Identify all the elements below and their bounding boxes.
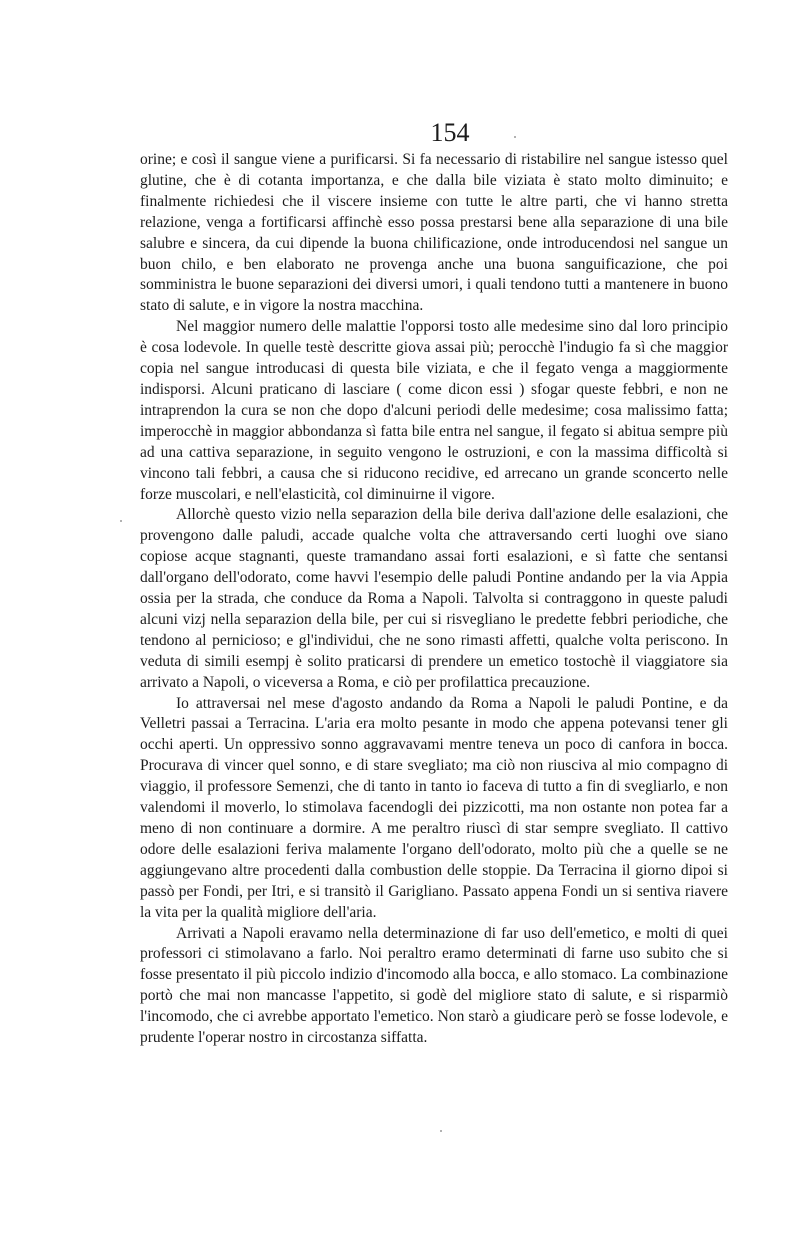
- paragraph-continuation: orine; e così il sangue viene a purificarsi. Si fa necessario di ristabilire nel sangue istesso quel glutine, che è di cotanta importanza, e che dalla bile viziata è stato molto diminuito; e finalmente richiedesi che il viscere insieme con tutte le altre parti, che vi hanno stretta relazione, venga a fortificarsi affinchè esso possa prestarsi bene alla separazione di una bile salubre e sincera, da cui dipende la buona chilificazione, onde introducendosi nel sangue un buon chilo, e ben elaborato ne provenga anche una buona sanguificazione, che poi somministra le buone separazioni dei diversi umori, i quali tendono tutti a mantenere in buono stato di salute, e in vigore la nostra macchina.: [140, 151, 728, 315]
- paper-speck: [120, 520, 122, 522]
- text-body: [140, 150, 728, 1049]
- paragraph: Io attraversai nel mese d'agosto andando da Roma a Napoli le paludi Pontine, e da Velletri passai a Terracina. L'aria era molto pesante in modo che appena potevansi tener gli occhi aperti. Un oppressivo sonno aggravavami mentre teneva un poco di canfora in bocca. Procurava di vincer quel sonno, e di stare svegliato; ma ciò non riusciva al mio compagno di viaggio, il professore Semenzi, che di tanto in tanto io faceva di tutto a fin di svegliarlo, e non valendomi il moverlo, lo stimolava facendogli dei pizzicotti, ma non ostante non potea far a meno di non continuare a dormire. A me peraltro riuscì di star sempre svegliato. Il cattivo odore delle esalazioni feriva malamente l'organo dell'odorato, molto più che a quelle se ne aggiungevano altre procedenti dalla combustion delle stoppie. Da Terracina il giorno dipoi si passò per Fondi, per Itri, e si transitò il Garigliano. Passato appena Fondi un si sentiva riavere la vita per la qualità migliore dell'aria.: [140, 694, 728, 921]
- paper-speck: [440, 1130, 442, 1132]
- paper-speck: [514, 136, 516, 138]
- page-number: 154: [430, 118, 470, 147]
- paragraph: Allorchè questo vizio nella separazion della bile deriva dall'azione delle esalazioni, che provengono dalle paludi, accade qualche volta che attraversando certi luoghi ove siano copiose acque stagnanti, queste tramandano assai forti esalazioni, e sì fatte che sentansi dall'organo dell'odorato, come havvi l'esempio delle paludi Pontine andando per la via Appia ossia per la strada, che conduce da Roma a Napoli. Talvolta si contraggono in queste paludi alcuni vizj nella separazion della bile, per cui si risvegliano le predette febbri periodiche, che tendono al pernicioso; e gl'individui, che ne sono rimasti affetti, qualche volta periscono. In veduta di simili esempj è solito praticarsi di prendere un emetico tostochè il viaggiatore sia arrivato a Napoli, o viceversa a Roma, e ciò per profilattica precauzione.: [140, 506, 728, 691]
- paragraph: Nel maggior numero delle malattie l'opporsi tosto alle medesime sino dal loro principio è cosa lodevole. In quelle testè descritte giova assai più; perocchè l'indugio fa sì che maggior copia nel sangue introducasi di questa bile viziata, e che il fegato venga a maggiormente indisporsi. Alcuni praticano di lasciare ( come dicon essi ) sfogar queste febbri, e non ne intraprendon la cura se non che dopo d'alcuni periodi delle medesime; cosa malissimo fatta; imperocchè in maggior abbondanza sì fatta bile entra nel sangue, il fegato si abitua sempre più ad una cattiva separazione, in seguito vengono le ostruzioni, e con la massima difficoltà si vincono tali febbri, a causa che si riducono recidive, ed arrecano un grande sconcerto nelle forze muscolari, e nell'elasticità, col diminuirne il vigore.: [140, 318, 728, 503]
- paragraph: Arrivati a Napoli eravamo nella determinazione di far uso dell'emetico, e molti di quei professori ci stimolavano a farlo. Noi peraltro eramo determinati di farne uso subito che si fosse presentato il più piccolo indizio d'incomodo alla bocca, e allo stomaco. La combinazione portò che mai non mancasse l'appetito, si godè del migliore stato di salute, e si risparmiò l'incomodo, che ci avrebbe apportato l'emetico. Non starò a giudicare però se fosse lodevole, e prudente l'operar nostro in circostanza siffatta.: [140, 924, 728, 1047]
